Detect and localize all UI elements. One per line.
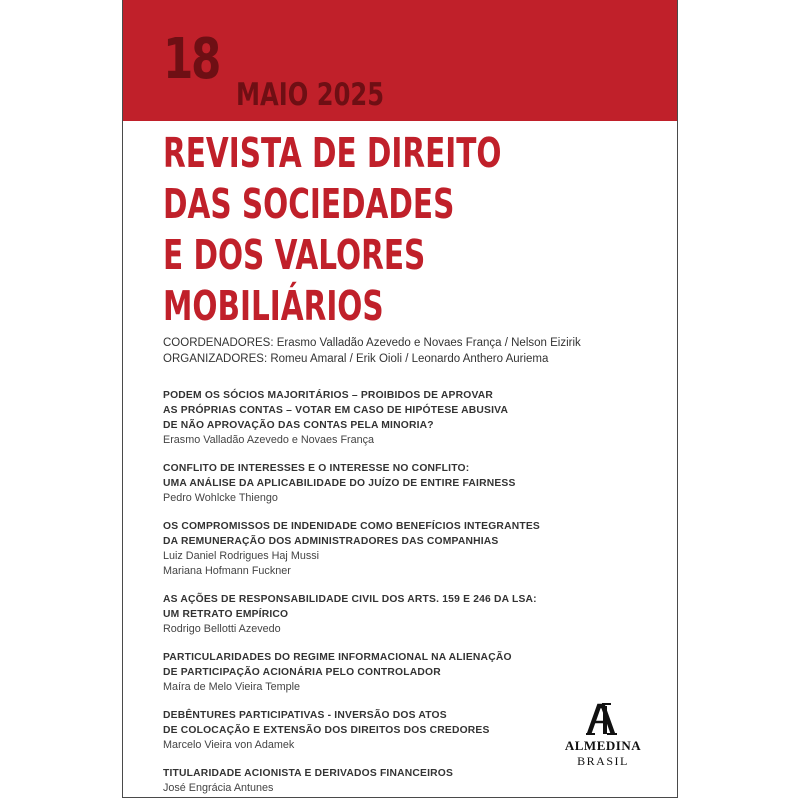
- list-item: [163, 708, 543, 753]
- list-item: [163, 461, 543, 506]
- title-line: E DOS VALORES: [163, 231, 426, 279]
- list-item: [163, 592, 543, 637]
- article-author: Luiz Daniel Rodrigues Haj Mussi: [163, 550, 320, 562]
- publisher-region: BRASIL: [577, 754, 629, 768]
- article-title-line: OS COMPROMISSOS DE INDENIDADE COMO BENEFÍCIOS INTEGRANTES: [163, 521, 540, 532]
- article-title-line: PARTICULARIDADES DO REGIME INFORMACIONAL NA ALIENAÇÃO: [163, 652, 512, 663]
- article-title: [163, 766, 543, 781]
- article-title-line: DEBÊNTURES PARTICIPATIVAS - INVERSÃO DOS ATOS: [163, 710, 447, 721]
- book-cover: [122, 0, 678, 798]
- article-title-line: UM RETRATO EMPÍRICO: [163, 609, 289, 620]
- credits: [163, 335, 581, 367]
- article-title-line: DE COLOCAÇÃO E EXTENSÃO DOS DIREITOS DOS CREDORES: [163, 725, 490, 736]
- article-title-line: TITULARIDADE ACIONISTA E DERIVADOS FINANCEIROS: [163, 768, 454, 779]
- publisher-logo: [543, 702, 663, 769]
- article-title-line: DE NÃO APROVAÇÃO DAS CONTAS PELA MINORIA?: [163, 420, 434, 431]
- article-title: [163, 519, 543, 549]
- list-item: [163, 519, 543, 579]
- article-author: Erasmo Valladão Azevedo e Novaes França: [163, 434, 375, 446]
- publisher-name: ALMEDINA: [564, 738, 642, 753]
- article-title: [163, 592, 543, 622]
- header-band: [123, 0, 677, 121]
- almedina-logo-icon: [583, 702, 623, 736]
- article-author: Mariana Hofmann Fuckner: [163, 565, 291, 577]
- article-authors: [163, 781, 543, 796]
- coordinators: COORDENADORES: Erasmo Valladão Azevedo e Novaes França / Nelson Eizirik: [163, 337, 581, 349]
- article-authors: [163, 433, 543, 448]
- issue-number: 18: [163, 27, 220, 92]
- article-author: Rodrigo Bellotti Azevedo: [163, 623, 281, 635]
- article-title-line: AS PRÓPRIAS CONTAS – VOTAR EM CASO DE HIPÓTESE ABUSIVA: [163, 405, 509, 416]
- article-author: Marcelo Vieira von Adamek: [163, 739, 295, 751]
- journal-title: [163, 128, 502, 332]
- list-item: [163, 650, 543, 695]
- article-authors: [163, 680, 543, 695]
- article-title-line: CONFLITO DE INTERESSES E O INTERESSE NO CONFLITO:: [163, 463, 470, 474]
- article-title: [163, 708, 543, 738]
- article-title-line: UMA ANÁLISE DA APLICABILIDADE DO JUÍZO DE ENTIRE FAIRNESS: [163, 478, 516, 489]
- article-title-line: AS AÇÕES DE RESPONSABILIDADE CIVIL DOS ARTS. 159 E 246 DA LSA:: [163, 594, 537, 605]
- article-title: [163, 650, 543, 680]
- organizers: ORGANIZADORES: Romeu Amaral / Erik Oioli / Leonardo Anthero Auriema: [163, 353, 549, 365]
- article-title: [163, 461, 543, 491]
- table-of-contents: [163, 388, 543, 798]
- title-line: DAS SOCIEDADES: [163, 180, 455, 228]
- list-item: [163, 388, 543, 448]
- title-line: REVISTA DE DIREITO: [163, 129, 502, 177]
- article-title-line: DE PARTICIPAÇÃO ACIONÁRIA PELO CONTROLADOR: [163, 667, 441, 678]
- article-authors: [163, 549, 543, 579]
- article-authors: [163, 738, 543, 753]
- list-item: [163, 766, 543, 796]
- article-title: [163, 388, 543, 433]
- issue-date: MAIO 2025: [236, 77, 385, 113]
- article-author: Pedro Wohlcke Thiengo: [163, 492, 278, 504]
- article-title-line: DA REMUNERAÇÃO DOS ADMINISTRADORES DAS COMPANHIAS: [163, 536, 499, 547]
- title-line: MOBILIÁRIOS: [163, 282, 384, 330]
- article-authors: [163, 491, 543, 506]
- article-author: Maíra de Melo Vieira Temple: [163, 681, 301, 693]
- article-authors: [163, 622, 543, 637]
- article-author: José Engrácia Antunes: [163, 782, 274, 794]
- article-title-line: PODEM OS SÓCIOS MAJORITÁRIOS – PROIBIDOS DE APROVAR: [163, 390, 494, 401]
